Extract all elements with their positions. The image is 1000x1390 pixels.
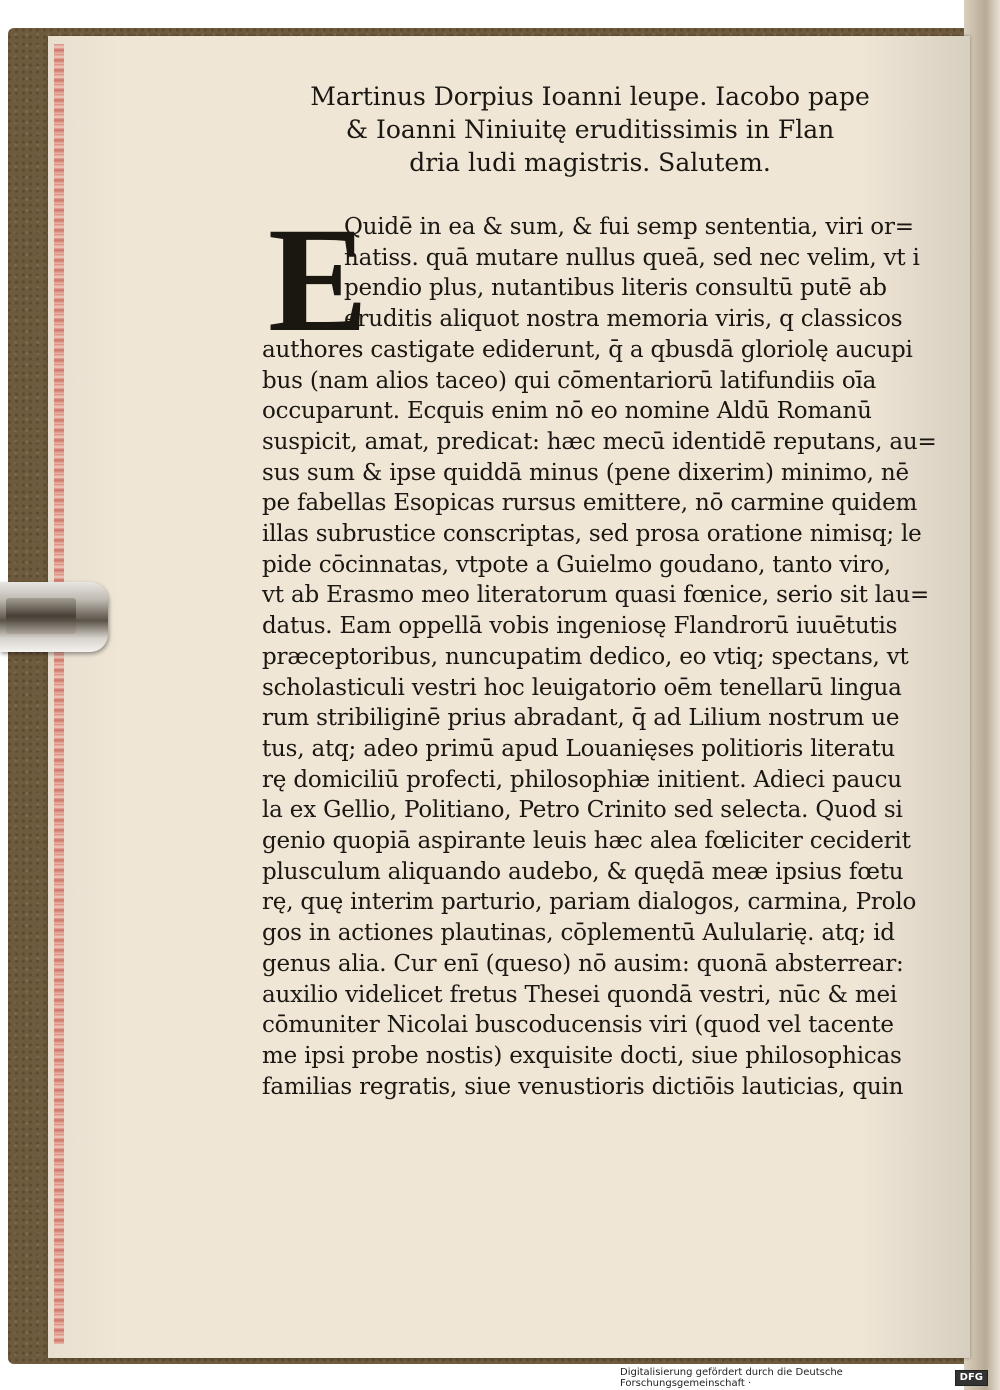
heading-line: Martinus Dorpius Ioanni leupe. Iacobo pape <box>310 82 870 111</box>
text-line: auxilio videlicet fretus Thesei quondā vestri, nūc & mei <box>262 981 898 1008</box>
text-line: rę domiciliū profecti, philosophiæ initient. Adieci paucu <box>262 766 902 793</box>
text-line: natiss. quā mutare nullus queā, sed nec velim, vt i <box>344 244 920 271</box>
text-line: Quidē in ea & sum, & fui semp sententia, viri or= <box>344 214 914 240</box>
text-line: plusculum aliquando audebo, & quędā meæ ipsius fœtu <box>262 858 904 885</box>
text-line: genus alia. Cur enī (queso) nō ausim: quonā absterrear: <box>262 950 904 977</box>
heading-line: & Ioanni Niniuitę eruditissimis in Flan <box>345 115 835 144</box>
text-line: suspicit, amat, predicat: hæc mecū identidē reputans, au= <box>262 428 937 455</box>
text-line: la ex Gellio, Politiano, Petro Crinito sed selecta. Quod si <box>262 797 903 824</box>
dfg-logo: DFG <box>955 1370 988 1386</box>
text-line: familias regratis, siue venustioris dictiōis lauticias, quin <box>262 1073 904 1100</box>
text-line: illas subrustice conscriptas, sed prosa oratione nimisq; le <box>262 521 922 548</box>
text-line: pendio plus, nutantibus literis consultū putē ab <box>344 275 887 302</box>
funding-footer <box>620 1367 988 1389</box>
text-line: pe fabellas Esopicas rursus emittere, nō carmine quidem <box>262 490 918 517</box>
text-line: præceptoribus, nuncupatim dedico, eo vtiq; spectans, vt <box>262 643 909 670</box>
text-line: pide cōcinnatas, vtpote a Guielmo goudano, tanto viro, <box>262 551 891 578</box>
text-line: rum stribiliginē prius abradant, q̄ ad Lilium nostrum ue <box>262 705 900 732</box>
text-line: me ipsi probe nostis) exquisite docti, siue philosophicas <box>262 1042 902 1069</box>
text-line: vt ab Erasmo meo literatorum quasi fœnice, serio sit lau= <box>262 582 930 609</box>
text-line: datus. Eam oppellā vobis ingeniosę Flandrorū iuuētutis <box>262 613 898 640</box>
page-clip <box>0 582 108 652</box>
text-line: genio quopiā aspirante leuis hæc alea fœliciter ceciderit <box>262 828 911 855</box>
red-page-edge <box>54 44 64 1344</box>
text-line: rę, quę interim parturio, pariam dialogos, carmina, Prolo <box>262 889 917 916</box>
heading-line: dria ludi magistris. Salutem. <box>409 148 771 177</box>
funding-text: Digitalisierung gefördert durch die Deutsche Forschungsgemeinschaft · <box>620 1367 843 1389</box>
decorated-initial: E <box>268 197 369 363</box>
text-line: bus (nam alios taceo) qui cōmentariorū latifundiis oīa <box>262 367 877 394</box>
text-line: authores castigate ediderunt, q̄ a qbusdā gloriolę aucupi <box>262 336 913 363</box>
letter-heading <box>290 80 890 179</box>
letter-body <box>262 197 952 1102</box>
text-line: eruditis aliquot nostra memoria viris, q classicos <box>344 306 903 333</box>
text-line: gos in actiones plautinas, cōplementū Aulularię. atq; id <box>262 920 895 947</box>
text-line: cōmuniter Nicolai buscoducensis viri (quod vel tacente <box>262 1012 894 1039</box>
text-line: sus sum & ipse quiddā minus (pene dixerim) minimo, nē <box>262 459 909 486</box>
text-line: occuparunt. Ecquis enim nō eo nomine Aldū Romanū <box>262 398 872 425</box>
text-line: tus, atq; adeo primū apud Louanięses politioris literatu <box>262 735 895 762</box>
text-line: scholasticuli vestri hoc leuigatorio oēm tenellarū lingua <box>262 674 902 701</box>
